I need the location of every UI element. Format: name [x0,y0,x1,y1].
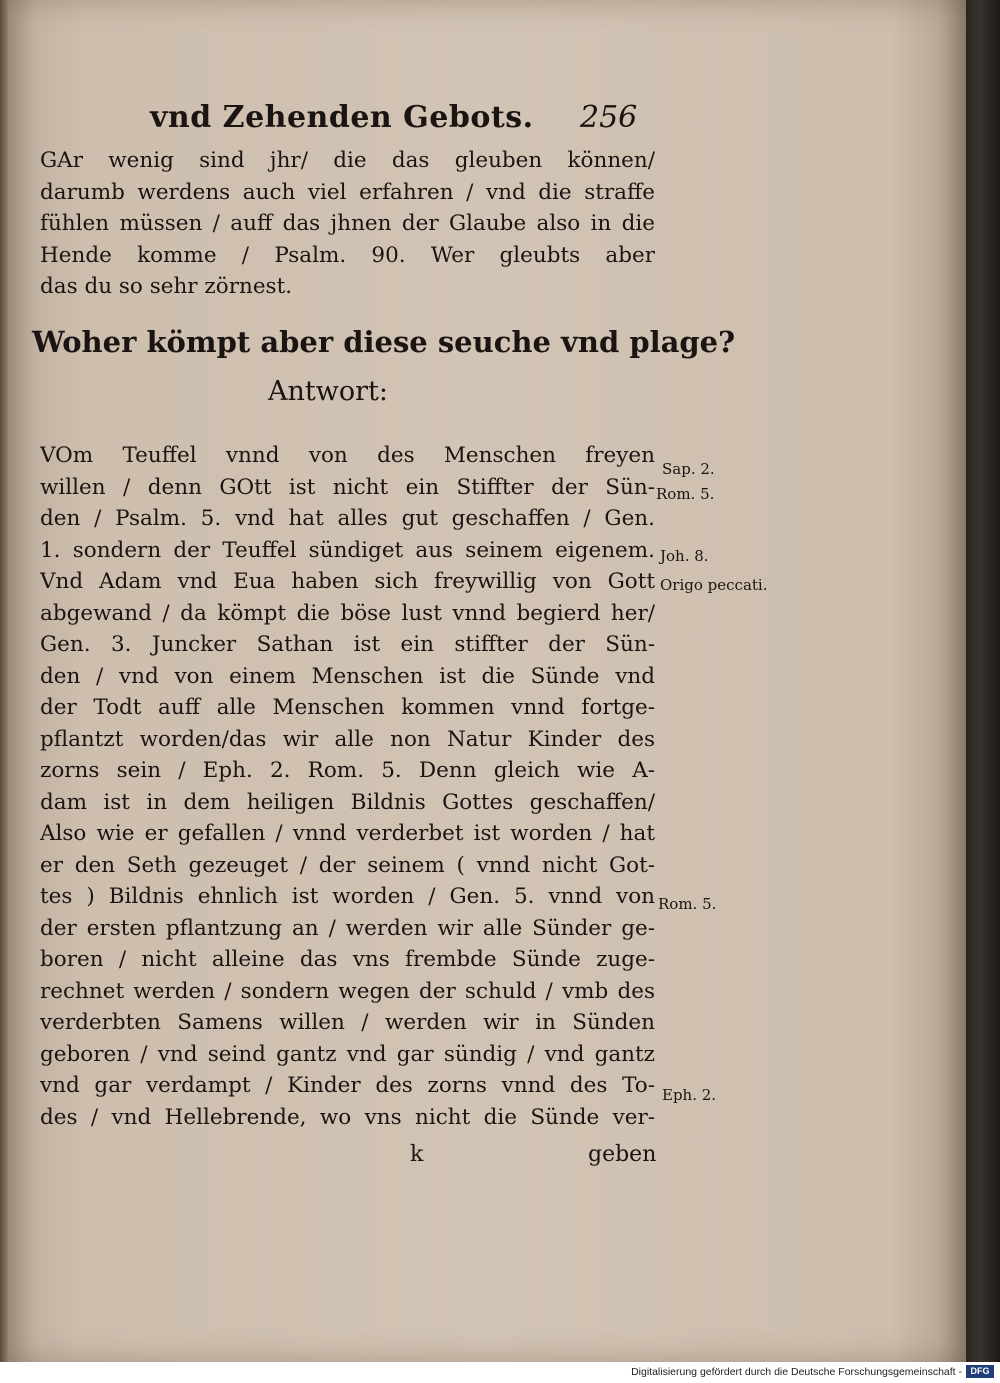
text-line: abgewand / da kömpt die böse lust vnnd begierd her/ [40,600,655,626]
page-number: 256 [580,100,638,135]
section-heading: Woher kömpt aber diese seuche vnd plage? [32,325,736,359]
text-line: dam ist in dem heiligen Bildnis Gottes geschaffen/ [40,789,655,815]
text-line: Gen. 3. Juncker Sathan ist ein stiffter der Sün- [40,632,655,657]
text-line: geboren / vnd seind gantz vnd gar sündig / vnd gantz [40,1041,655,1067]
dfg-logo: DFG [966,1365,994,1378]
margin-note: Eph. 2. [662,1086,717,1104]
margin-note: Sap. 2. [662,460,715,478]
text-line: fühlen müssen / auff das jhnen der Glaube also in die [40,211,655,236]
text-line: tes ) Bildnis ehnlich ist worden / Gen. 5. vnnd von [40,884,655,909]
text-line: das du so sehr zörnest. [40,274,293,299]
margin-note: Joh. 8. [660,547,709,565]
text-line: 1. sondern der Teuffel sündiget aus seinem eigenem. [40,537,655,563]
text-line: rechnet werden / sondern wegen der schuld / vmb des [40,978,655,1004]
text-line: Also wie er gefallen / vnnd verderbet ist worden / hat [40,821,655,846]
text-line: pflantzt worden/das wir alle non Natur Kinder des [40,726,655,752]
answer-label: Antwort: [268,376,388,407]
text-line: GAr wenig sind jhr/ die das gleuben können/ [40,148,655,173]
catchword: geben [588,1142,657,1167]
text-line: der Todt auff alle Menschen kommen vnnd fortge- [40,695,655,720]
text-line: darumb werdens auch viel erfahren / vnd die straffe [40,179,655,205]
footer-credit: Digitalisierung gefördert durch die Deutsche Forschungsgemeinschaft - [631,1366,962,1378]
text-line: der ersten pflantzung an / werden wir alle Sünder ge- [40,915,655,941]
text-line: verderbten Samens willen / werden wir in Sünden [40,1010,655,1035]
text-line: den / vnd von einem Menschen ist die Sünde vnd [40,663,655,689]
text-line: Vnd Adam vnd Eua haben sich freywillig von Gott [40,569,655,594]
text-line: VOm Teuffel vnnd von des Menschen freyen [40,443,655,468]
text-line: willen / denn GOtt ist nicht ein Stiffter der Sün- [40,474,655,500]
page-dark-edge [966,0,1000,1362]
text-line: des / vnd Hellebrende, wo vns nicht die Sünde ver- [40,1104,655,1130]
text-line: boren / nicht alleine das vns frembde Sünde zuge- [40,947,655,972]
text-line: Hende komme / Psalm. 90. Wer gleubts aber [40,242,655,268]
text-line: zorns sein / Eph. 2. Rom. 5. Denn gleich wie A- [40,758,655,783]
paragraph-2 [40,440,655,1133]
margin-note: Origo peccati. [660,576,768,594]
text-line: er den Seth gezeuget / der seinem ( vnnd nicht Got- [40,852,655,878]
paragraph-1 [40,145,655,303]
signature-mark: k [410,1142,424,1167]
text-line: vnd gar verdampt / Kinder des zorns vnnd des To- [40,1073,655,1098]
margin-note: Rom. 5. [658,895,717,913]
margin-note: Rom. 5. [656,485,715,503]
text-line: den / Psalm. 5. vnd hat alles gut geschaffen / Gen. [40,506,655,531]
running-head: vnd Zehenden Gebots. [150,100,534,135]
